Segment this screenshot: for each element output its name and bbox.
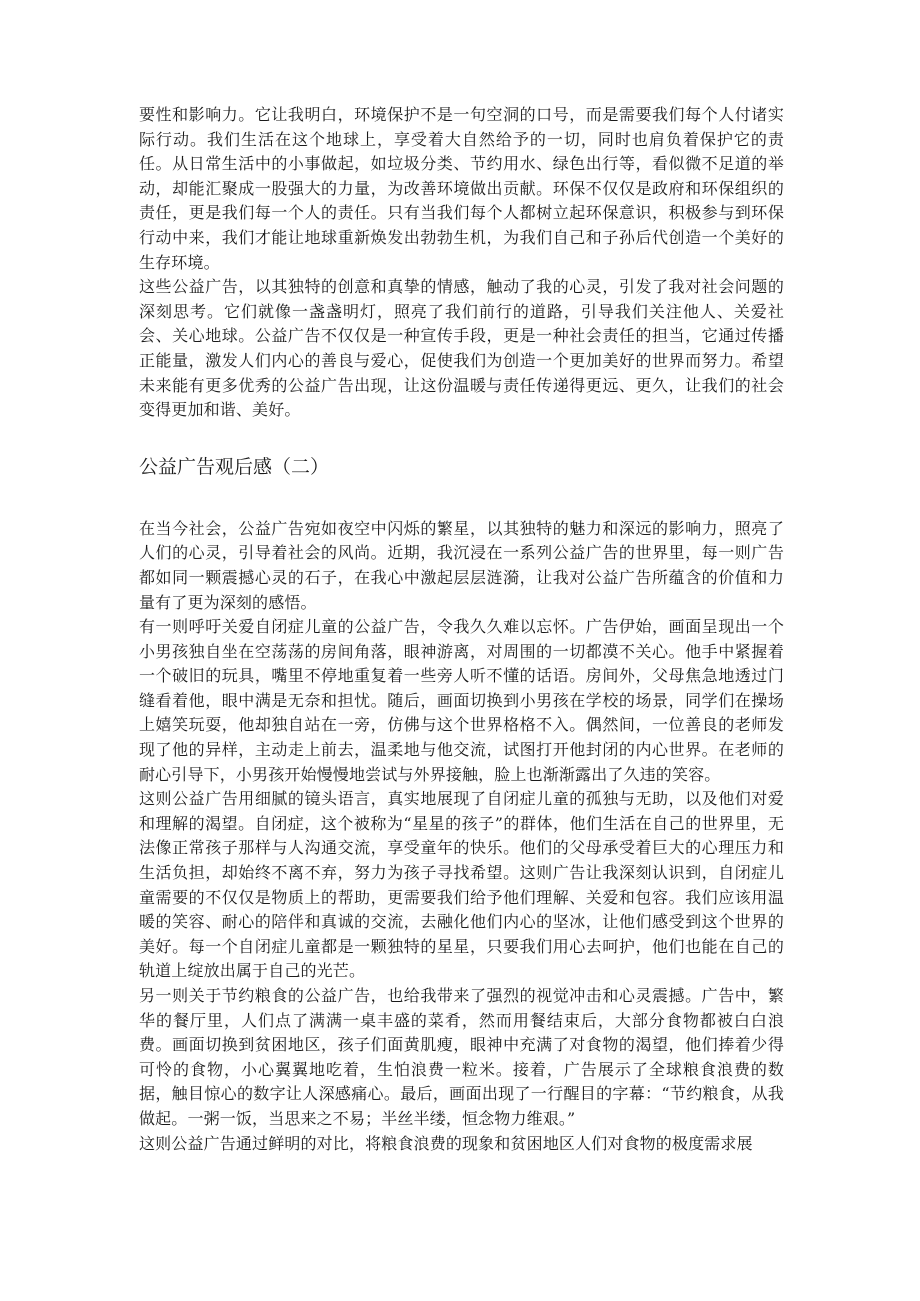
paragraph-autism-reflection: 这则公益广告用细腻的镜头语言，真实地展现了自闭症儿童的孤独与无助，以及他们对爱和理解的渴望。自闭症，这个被称为“星星的孩子”的群体，他们生活在自己的世界里，无法像正常孩子那样与人沟通交流，享受童年的快乐。他们的父母承受着巨大的心理压力和生活负担，却始终不离不弃，努力为孩子寻找希望。这则广告让我深刻认识到，自闭症儿童需要的不仅仅是物质上的帮助，更需要我们给予他们理解、关爱和包容。我们应该用温暖的笑容、耐心的陪伴和真诚的交流，去融化他们内心的坚冰，让他们感受到这个世界的美好。每一个自闭症儿童都是一颗独特的星星，只要我们用心去呵护，他们也能在自己的轨道上绽放出属于自己的光芒。 [139, 789, 784, 981]
spacer [139, 479, 784, 517]
paragraph-intro: 在当今社会，公益广告宛如夜空中闪烁的繁星，以其独特的魅力和深远的影响力，照亮了人们的心灵，引导着社会的风尚。近期，我沉浸在一系列公益广告的世界里，每一则广告都如同一颗震撼心灵的石子，在我心中激起层层涟漪，让我对公益广告所蕴含的价值和力量有了更为深刻的感悟。 [139, 518, 784, 612]
document-page [139, 103, 784, 1156]
paragraph-environment: 要性和影响力。它让我明白，环境保护不是一句空洞的口号，而是需要我们每个人付诸实际行动。我们生活在这个地球上，享受着大自然给予的一切，同时也肩负着保护它的责任。从日常生活中的小事做起，如垃圾分类、节约用水、绿色出行等，看似微不足道的举动，却能汇聚成一股强大的力量，为改善环境做出贡献。环保不仅仅是政府和环保组织的责任，更是我们每一个人的责任。只有当我们每个人都树立起环保意识，积极参与到环保行动中来，我们才能让地球重新焕发出勃勃生机，为我们自己和子孙后代创造一个美好的生存环境。 [139, 105, 784, 272]
paragraph-conclusion: 这些公益广告，以其独特的创意和真挚的情感，触动了我的心灵，引发了我对社会问题的深刻思考。它们就像一盏盏明灯，照亮了我们前行的道路，引导我们关注他人、关爱社会、关心地球。公益广告不仅仅是一种宣传手段，更是一种社会责任的担当，它通过传播正能量，激发人们内心的善良与爱心，促使我们为创造一个更加美好的世界而努力。希望未来能有更多优秀的公益广告出现，让这份温暖与责任传递得更远、更久，让我们的社会变得更加和谐、美好。 [139, 277, 784, 420]
paragraph-autism-ad: 有一则呼吁关爱自闭症儿童的公益广告，令我久久难以忘怀。广告伊始，画面呈现出一个小男孩独自坐在空荡荡的房间角落，眼神游离，对周围的一切都漠不关心。他手中紧握着一个破旧的玩具，嘴里不停地重复着一些旁人听不懂的话语。房间外，父母焦急地透过门缝看着他，眼中满是无奈和担忧。随后，画面切换到小男孩在学校的场景，同学们在操场上嬉笑玩耍，他却独自站在一旁，仿佛与这个世界格格不入。偶然间，一位善良的老师发现了他的异样，主动走上前去，温柔地与他交流，试图打开他封闭的内心世界。在老师的耐心引导下，小男孩开始慢慢地尝试与外界接触，脸上也渐渐露出了久违的笑容。 [139, 617, 784, 784]
section-heading: 公益广告观后感（二） [139, 455, 330, 478]
spacer [139, 423, 784, 455]
paragraph-food-reflection: 这则公益广告通过鲜明的对比，将粮食浪费的现象和贫困地区人们对食物的极度需求展 [139, 1133, 753, 1153]
paragraph-food-ad: 另一则关于节约粮食的公益广告，也给我带来了强烈的视觉冲击和心灵震撼。广告中，繁华的餐厅里，人们点了满满一桌丰盛的菜肴，然而用餐结束后，大部分食物都被白白浪费。画面切换到贫困地区，孩子们面黄肌瘦，眼神中充满了对食物的渴望，他们捧着少得可怜的食物，小心翼翼地吃着，生怕浪费一粒米。接着，广告展示了全球粮食浪费的数据，触目惊心的数字让人深感痛心。最后，画面出现了一行醒目的字幕：“节约粮食，从我做起。一粥一饭，当思来之不易；半丝半缕，恒念物力维艰。” [139, 986, 784, 1128]
